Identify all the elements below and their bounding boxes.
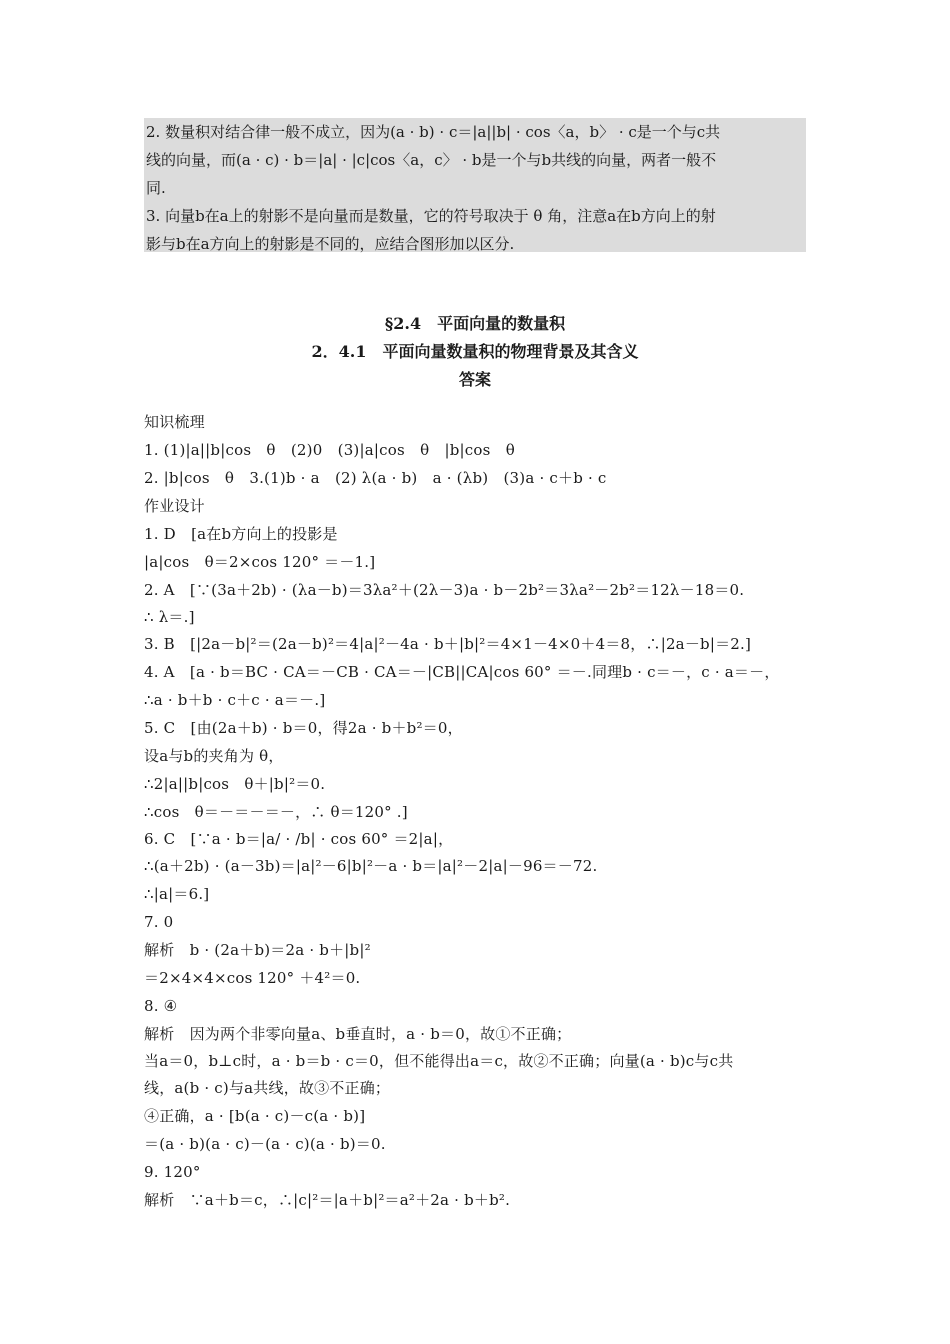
text-line: ＝2×4×4×cos 120° ＋4²＝0. [144, 969, 361, 987]
note-line: 2. 数量积对结合律一般不成立，因为(a · b) · c＝|a||b| · cos〈a，b〉 · c是一个与c共 [146, 123, 721, 141]
text-line: 4. A [a · b＝BC · CA＝－CB · CA＝－|CB||CA|cos 60° ＝－.同理b · c＝－，c · a＝－， [144, 663, 780, 681]
text-line: 9. 120° [144, 1163, 201, 1181]
text-line: ∴2|a||b|cos θ＋|b|²＝0. [144, 775, 326, 793]
text-line: 1. (1)|a||b|cos θ (2)0 (3)|a|cos θ |b|cos θ [144, 441, 515, 459]
text-line: 5. C [由(2a＋b) · b＝0，得2a · b＋b²＝0， [144, 719, 463, 737]
note-line: 3. 向量b在a上的射影不是向量而是数量，它的符号取决于 θ 角，注意a在b方向上的射 [146, 207, 716, 225]
text-line: 7. 0 [144, 913, 174, 931]
section-title: §2.4 平面向量的数量积 [384, 314, 566, 333]
text-line: 8. ④ [144, 997, 178, 1015]
note-line: 影与b在a方向上的射影是不同的，应结合图形加以区分. [146, 235, 515, 253]
note-line: 同. [146, 179, 166, 197]
text-line: 线，a(b · c)与a共线，故③不正确； [144, 1079, 391, 1097]
text-line: 2. |b|cos θ 3.(1)b · a (2) λ(a · b) a · (λb) (3)a · c＋b · c [144, 469, 607, 487]
text-line: ∴|a|＝6.] [144, 885, 210, 903]
answer-title: 答案 [458, 370, 491, 389]
text-line: ＝(a · b)(a · c)－(a · c)(a · b)＝0. [144, 1135, 386, 1153]
text-line: 解析 ∵a＋b＝c，∴|c|²＝|a＋b|²＝a²＋2a · b＋b². [144, 1191, 511, 1209]
text-line: ∴a · b＋b · c＋c · a＝－.] [144, 691, 326, 709]
text-line: ∴cos θ＝－＝－＝－，∴ θ＝120° .] [144, 803, 408, 821]
text-line: 1. D [a在b方向上的投影是 [144, 525, 338, 543]
text-line: 知识梳理 [144, 413, 205, 431]
subsection-title: 2．4.1 平面向量数量积的物理背景及其含义 [311, 342, 639, 361]
text-line: ④正确，a · [b(a · c)－c(a · b)] [144, 1107, 366, 1125]
text-line: 作业设计 [144, 497, 205, 515]
text-line: 2. A [∵(3a＋2b) · (λa－b)＝3λa²＋(2λ－3)a · b－2b²＝3λa²－2b²＝12λ－18＝0. [144, 581, 745, 599]
text-line: 3. B [|2a－b|²＝(2a－b)²＝4|a|²－4a · b＋|b|²＝4×1－4×0＋4＝8，∴|2a－b|＝2.] [144, 635, 752, 653]
text-line: 解析 因为两个非零向量a、b垂直时，a · b＝0，故①不正确； [144, 1025, 572, 1043]
text-line: ∴(a＋2b) · (a－3b)＝|a|²－6|b|²－a · b＝|a|²－2|a|－96＝－72. [144, 857, 598, 875]
text-line: 6. C [∵a · b＝|a/ · /b| · cos 60° ＝2|a|， [144, 830, 454, 848]
text-line: 解析 b · (2a＋b)＝2a · b＋|b|² [144, 941, 371, 959]
text-line: |a|cos θ＝2×cos 120° ＝－1.] [144, 553, 376, 571]
text-line: 当a＝0，b⊥c时，a · b＝b · c＝0，但不能得出a＝c，故②不正确；向量(a · b)c与c共 [144, 1052, 734, 1070]
text-line: ∴ λ＝.] [144, 608, 195, 626]
note-line: 线的向量，而(a · c) · b＝|a| · |c|cos〈a，c〉 · b是一个与b共线的向量，两者一般不 [146, 151, 717, 169]
text-line: 设a与b的夹角为 θ， [144, 747, 284, 765]
